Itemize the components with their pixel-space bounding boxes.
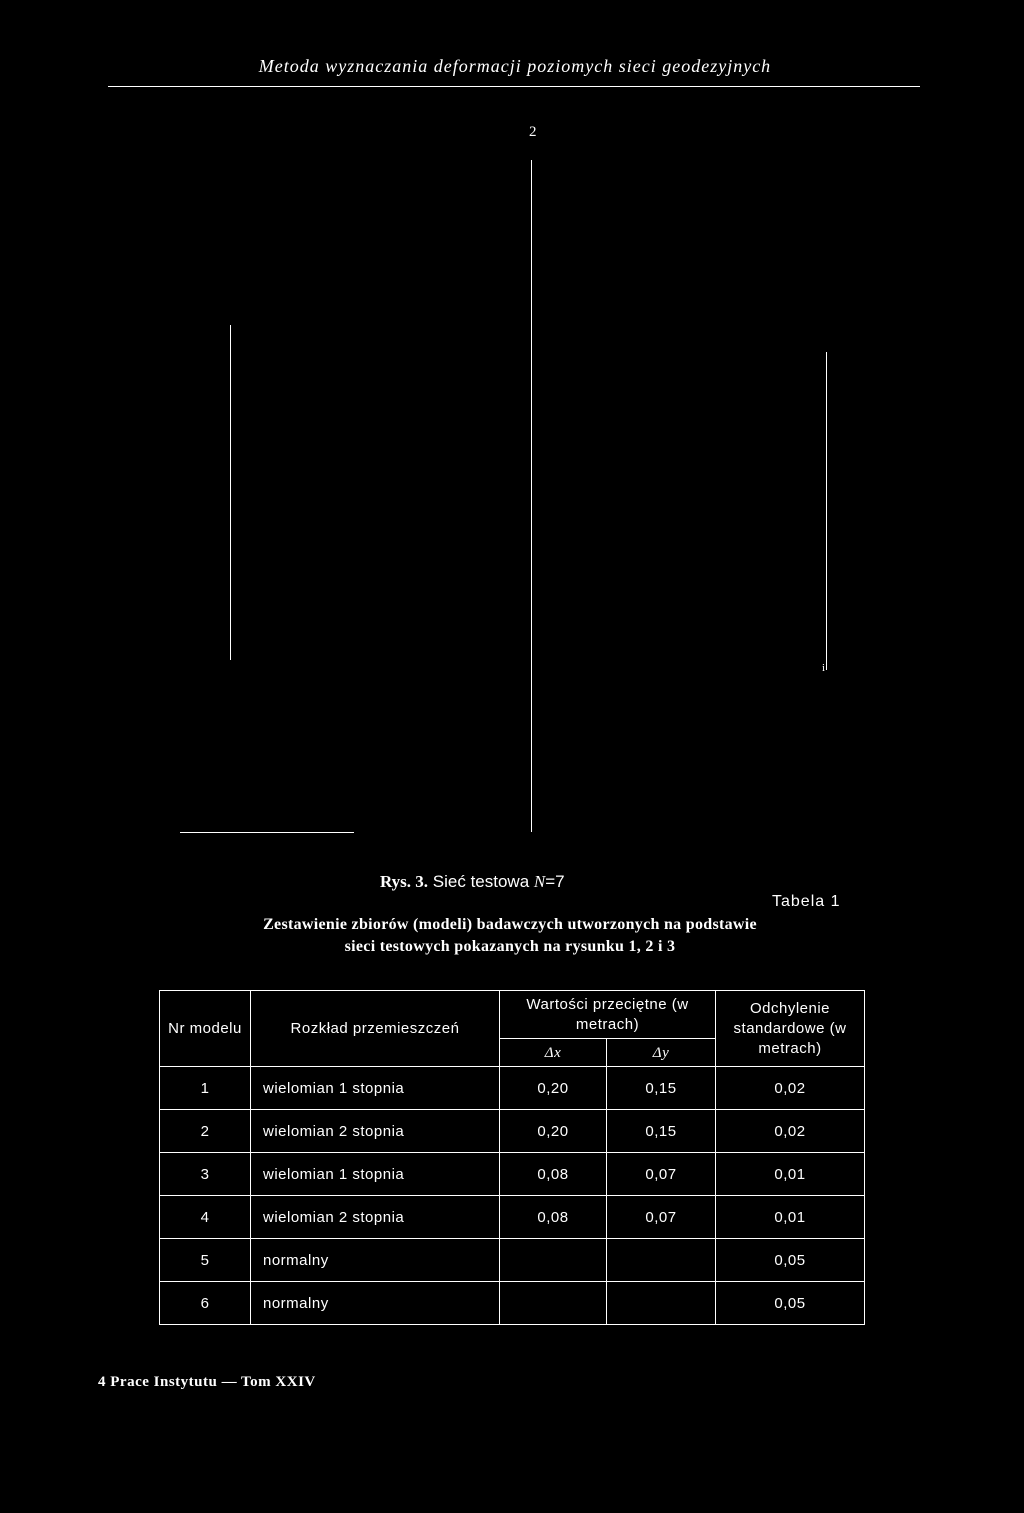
table-title-line1: Zestawienie zbiorów (modeli) badawczych utworzonych na podstawie [263,916,757,933]
cell-dx: 0,20 [500,1067,607,1110]
figure-caption [380,872,565,892]
cell-rozklad: wielomian 1 stopnia [251,1153,500,1196]
cell-nr: 2 [160,1110,251,1153]
network-edge-left [230,325,231,660]
cell-nr: 1 [160,1067,251,1110]
header-rozklad: Rozkład przemieszczeń [251,991,500,1067]
cell-sd: 0,02 [716,1067,865,1110]
header-dy: Δy [607,1039,716,1067]
network-edge-right [826,352,827,670]
cell-dy: 0,15 [607,1110,716,1153]
cell-rozklad: wielomian 2 stopnia [251,1110,500,1153]
cell-dx [500,1282,607,1325]
cell-rozklad: normalny [251,1239,500,1282]
table-label: Tabela 1 [772,893,841,910]
running-head: Metoda wyznaczania deformacji poziomych sieci geodezyjnych [258,56,772,76]
cell-rozklad: normalny [251,1282,500,1325]
caption-text: Sieć testowa [432,872,530,891]
network-edge-bottom [180,832,354,833]
cell-dx: 0,08 [500,1196,607,1239]
table-row [160,1196,865,1239]
cell-sd: 0,05 [716,1239,865,1282]
cell-sd: 0,02 [716,1110,865,1153]
header-odchylenie: Odchylenie standardowe (w metrach) [716,991,865,1067]
page-footer: 4 Prace Instytutu — Tom XXIV [98,1374,316,1390]
point-label-top: 2 [529,124,537,140]
caption-eq: =7 [545,872,565,891]
cell-dy [607,1282,716,1325]
caption-n: N [533,872,546,891]
point-label-right: i [822,662,826,674]
cell-dy [607,1239,716,1282]
cell-dx: 0,08 [500,1153,607,1196]
cell-dy: 0,07 [607,1196,716,1239]
cell-sd: 0,01 [716,1153,865,1196]
cell-rozklad: wielomian 2 stopnia [251,1196,500,1239]
table-title [160,914,860,958]
cell-nr: 3 [160,1153,251,1196]
cell-nr: 4 [160,1196,251,1239]
header-nr: Nr modelu [160,991,251,1067]
table-title-line2: sieci testowych pokazanych na rysunku 1, 2 i 3 [344,938,676,955]
table-row [160,1067,865,1110]
table-row [160,1239,865,1282]
cell-sd: 0,05 [716,1282,865,1325]
cell-dx [500,1239,607,1282]
caption-number: Rys. 3. [380,872,429,891]
table-row [160,1282,865,1325]
header-wartosci: Wartości przeciętne (w metrach) [500,991,716,1039]
cell-dy: 0,07 [607,1153,716,1196]
network-edge-center [531,160,532,832]
table-row [160,1110,865,1153]
cell-nr: 6 [160,1282,251,1325]
cell-dy: 0,15 [607,1067,716,1110]
cell-nr: 5 [160,1239,251,1282]
header-dx: Δx [500,1039,607,1067]
cell-rozklad: wielomian 1 stopnia [251,1067,500,1110]
cell-dx: 0,20 [500,1110,607,1153]
cell-sd: 0,01 [716,1196,865,1239]
table-row [160,1153,865,1196]
data-table [159,990,865,1325]
